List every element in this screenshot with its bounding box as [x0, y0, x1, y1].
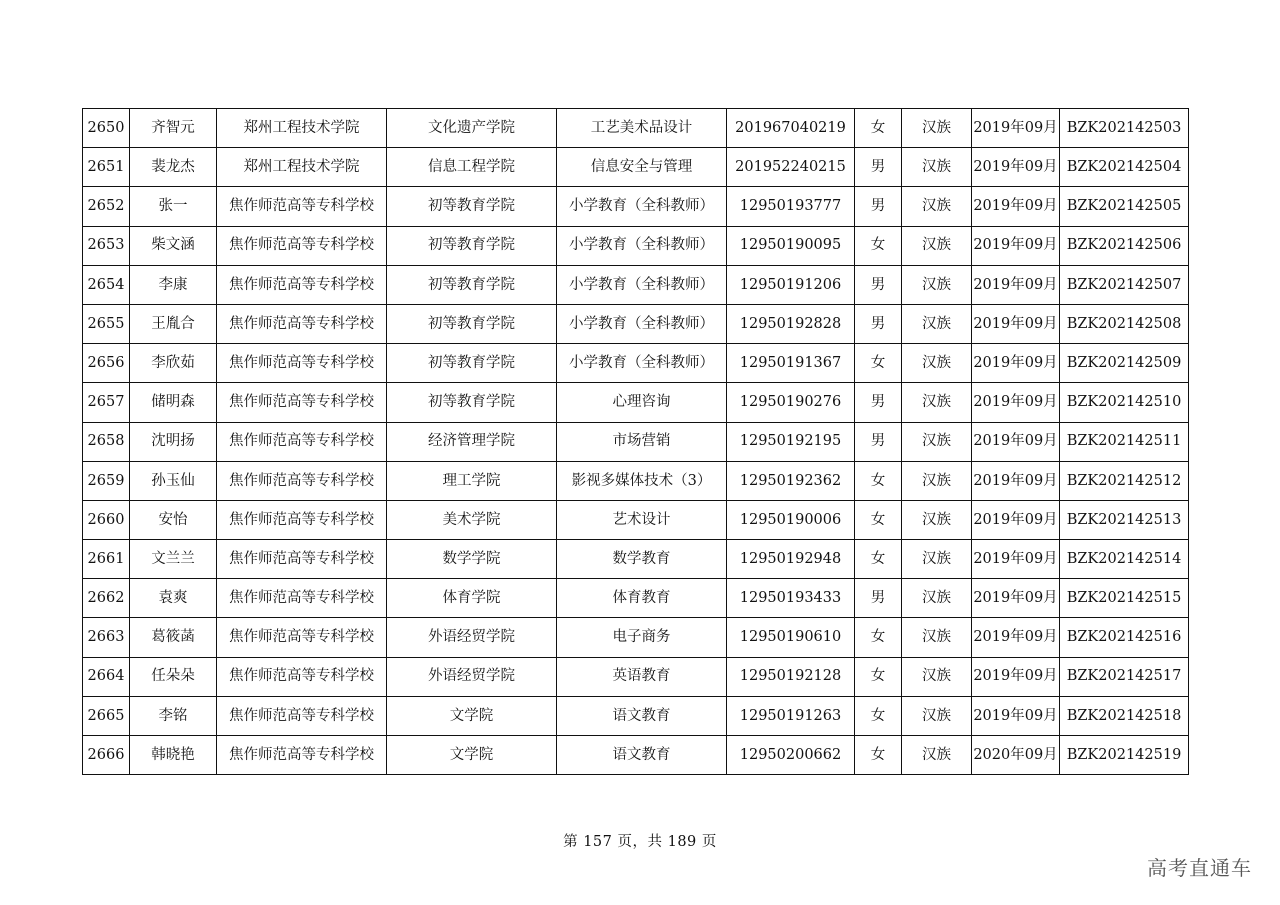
- enrollment-date-cell: 2020年09月: [972, 736, 1060, 775]
- department-cell: 文学院: [387, 736, 557, 775]
- name-cell: 葛筱菡: [130, 618, 217, 657]
- school-cell: 焦作师范高等专科学校: [217, 618, 387, 657]
- ethnicity-cell: 汉族: [902, 148, 972, 187]
- name-cell: 储明森: [130, 383, 217, 422]
- certificate-number-cell: BZK202142506: [1060, 226, 1189, 265]
- enrollment-date-cell: 2019年09月: [972, 187, 1060, 226]
- school-cell: 焦作师范高等专科学校: [217, 540, 387, 579]
- name-cell: 沈明扬: [130, 422, 217, 461]
- school-cell: 焦作师范高等专科学校: [217, 736, 387, 775]
- major-cell: 语文教育: [557, 736, 727, 775]
- certificate-number-cell: BZK202142516: [1060, 618, 1189, 657]
- ethnicity-cell: 汉族: [902, 304, 972, 343]
- gender-cell: 女: [855, 461, 902, 500]
- department-cell: 文学院: [387, 696, 557, 735]
- ethnicity-cell: 汉族: [902, 696, 972, 735]
- student-roster-table: [82, 108, 1189, 775]
- certificate-number-cell: BZK202142515: [1060, 579, 1189, 618]
- ethnicity-cell: 汉族: [902, 383, 972, 422]
- gender-cell: 男: [855, 422, 902, 461]
- ethnicity-cell: 汉族: [902, 657, 972, 696]
- enrollment-date-cell: 2019年09月: [972, 265, 1060, 304]
- gender-cell: 男: [855, 383, 902, 422]
- serial-number-cell: 2655: [83, 304, 130, 343]
- enrollment-date-cell: 2019年09月: [972, 618, 1060, 657]
- enrollment-date-cell: 2019年09月: [972, 226, 1060, 265]
- major-cell: 体育教育: [557, 579, 727, 618]
- table-row: [83, 736, 1189, 775]
- department-cell: 初等教育学院: [387, 383, 557, 422]
- name-cell: 袁爽: [130, 579, 217, 618]
- major-cell: 心理咨询: [557, 383, 727, 422]
- enrollment-date-cell: 2019年09月: [972, 500, 1060, 539]
- serial-number-cell: 2660: [83, 500, 130, 539]
- department-cell: 初等教育学院: [387, 304, 557, 343]
- school-cell: 焦作师范高等专科学校: [217, 579, 387, 618]
- ethnicity-cell: 汉族: [902, 226, 972, 265]
- certificate-number-cell: BZK202142508: [1060, 304, 1189, 343]
- gender-cell: 女: [855, 109, 902, 148]
- serial-number-cell: 2654: [83, 265, 130, 304]
- department-cell: 初等教育学院: [387, 344, 557, 383]
- gender-cell: 女: [855, 226, 902, 265]
- ethnicity-cell: 汉族: [902, 461, 972, 500]
- table-row: [83, 579, 1189, 618]
- major-cell: 小学教育（全科教师）: [557, 265, 727, 304]
- roster-body: [83, 109, 1189, 775]
- school-cell: 焦作师范高等专科学校: [217, 344, 387, 383]
- gender-cell: 男: [855, 265, 902, 304]
- gender-cell: 女: [855, 736, 902, 775]
- ethnicity-cell: 汉族: [902, 736, 972, 775]
- name-cell: 李铭: [130, 696, 217, 735]
- table-row: [83, 500, 1189, 539]
- enrollment-date-cell: 2019年09月: [972, 304, 1060, 343]
- gender-cell: 女: [855, 500, 902, 539]
- ethnicity-cell: 汉族: [902, 618, 972, 657]
- watermark-logo-text: 高考直通车: [1147, 856, 1252, 880]
- table-row: [83, 187, 1189, 226]
- major-cell: 数学教育: [557, 540, 727, 579]
- table-row: [83, 226, 1189, 265]
- ethnicity-cell: 汉族: [902, 500, 972, 539]
- school-cell: 郑州工程技术学院: [217, 109, 387, 148]
- department-cell: 外语经贸学院: [387, 657, 557, 696]
- department-cell: 文化遗产学院: [387, 109, 557, 148]
- department-cell: 初等教育学院: [387, 187, 557, 226]
- student-id-cell: 12950192362: [727, 461, 855, 500]
- enrollment-date-cell: 2019年09月: [972, 148, 1060, 187]
- gender-cell: 女: [855, 540, 902, 579]
- student-id-cell: 12950192948: [727, 540, 855, 579]
- enrollment-date-cell: 2019年09月: [972, 422, 1060, 461]
- student-id-cell: 201952240215: [727, 148, 855, 187]
- school-cell: 焦作师范高等专科学校: [217, 304, 387, 343]
- name-cell: 韩晓艳: [130, 736, 217, 775]
- student-id-cell: 12950190006: [727, 500, 855, 539]
- student-id-cell: 12950191206: [727, 265, 855, 304]
- certificate-number-cell: BZK202142504: [1060, 148, 1189, 187]
- certificate-number-cell: BZK202142512: [1060, 461, 1189, 500]
- serial-number-cell: 2656: [83, 344, 130, 383]
- serial-number-cell: 2659: [83, 461, 130, 500]
- table-row: [83, 383, 1189, 422]
- major-cell: 小学教育（全科教师）: [557, 187, 727, 226]
- serial-number-cell: 2661: [83, 540, 130, 579]
- name-cell: 孙玉仙: [130, 461, 217, 500]
- certificate-number-cell: BZK202142509: [1060, 344, 1189, 383]
- department-cell: 初等教育学院: [387, 265, 557, 304]
- student-id-cell: 12950190610: [727, 618, 855, 657]
- gender-cell: 男: [855, 187, 902, 226]
- student-id-cell: 12950190276: [727, 383, 855, 422]
- department-cell: 美术学院: [387, 500, 557, 539]
- gender-cell: 男: [855, 579, 902, 618]
- certificate-number-cell: BZK202142517: [1060, 657, 1189, 696]
- major-cell: 小学教育（全科教师）: [557, 226, 727, 265]
- gender-cell: 女: [855, 344, 902, 383]
- table-row: [83, 148, 1189, 187]
- school-cell: 焦作师范高等专科学校: [217, 265, 387, 304]
- certificate-number-cell: BZK202142518: [1060, 696, 1189, 735]
- ethnicity-cell: 汉族: [902, 540, 972, 579]
- department-cell: 初等教育学院: [387, 226, 557, 265]
- student-id-cell: 201967040219: [727, 109, 855, 148]
- table-row: [83, 265, 1189, 304]
- enrollment-date-cell: 2019年09月: [972, 696, 1060, 735]
- enrollment-date-cell: 2019年09月: [972, 344, 1060, 383]
- gender-cell: 女: [855, 657, 902, 696]
- certificate-number-cell: BZK202142507: [1060, 265, 1189, 304]
- enrollment-date-cell: 2019年09月: [972, 109, 1060, 148]
- certificate-number-cell: BZK202142505: [1060, 187, 1189, 226]
- name-cell: 齐智元: [130, 109, 217, 148]
- student-id-cell: 12950190095: [727, 226, 855, 265]
- name-cell: 任朵朵: [130, 657, 217, 696]
- major-cell: 语文教育: [557, 696, 727, 735]
- ethnicity-cell: 汉族: [902, 422, 972, 461]
- table-row: [83, 461, 1189, 500]
- enrollment-date-cell: 2019年09月: [972, 383, 1060, 422]
- department-cell: 信息工程学院: [387, 148, 557, 187]
- major-cell: 小学教育（全科教师）: [557, 304, 727, 343]
- certificate-number-cell: BZK202142514: [1060, 540, 1189, 579]
- ethnicity-cell: 汉族: [902, 265, 972, 304]
- table-row: [83, 304, 1189, 343]
- serial-number-cell: 2657: [83, 383, 130, 422]
- enrollment-date-cell: 2019年09月: [972, 657, 1060, 696]
- school-cell: 焦作师范高等专科学校: [217, 226, 387, 265]
- serial-number-cell: 2663: [83, 618, 130, 657]
- department-cell: 体育学院: [387, 579, 557, 618]
- name-cell: 张一: [130, 187, 217, 226]
- serial-number-cell: 2664: [83, 657, 130, 696]
- school-cell: 焦作师范高等专科学校: [217, 461, 387, 500]
- serial-number-cell: 2653: [83, 226, 130, 265]
- major-cell: 艺术设计: [557, 500, 727, 539]
- student-id-cell: 12950191263: [727, 696, 855, 735]
- major-cell: 信息安全与管理: [557, 148, 727, 187]
- name-cell: 李欣茹: [130, 344, 217, 383]
- student-id-cell: 12950193433: [727, 579, 855, 618]
- major-cell: 小学教育（全科教师）: [557, 344, 727, 383]
- serial-number-cell: 2652: [83, 187, 130, 226]
- table-row: [83, 540, 1189, 579]
- school-cell: 焦作师范高等专科学校: [217, 187, 387, 226]
- name-cell: 裴龙杰: [130, 148, 217, 187]
- enrollment-date-cell: 2019年09月: [972, 579, 1060, 618]
- name-cell: 李康: [130, 265, 217, 304]
- table-row: [83, 109, 1189, 148]
- gender-cell: 男: [855, 304, 902, 343]
- school-cell: 郑州工程技术学院: [217, 148, 387, 187]
- student-id-cell: 12950192195: [727, 422, 855, 461]
- major-cell: 市场营销: [557, 422, 727, 461]
- name-cell: 文兰兰: [130, 540, 217, 579]
- certificate-number-cell: BZK202142503: [1060, 109, 1189, 148]
- table-row: [83, 422, 1189, 461]
- ethnicity-cell: 汉族: [902, 579, 972, 618]
- student-id-cell: 12950192828: [727, 304, 855, 343]
- gender-cell: 女: [855, 618, 902, 657]
- serial-number-cell: 2662: [83, 579, 130, 618]
- school-cell: 焦作师范高等专科学校: [217, 422, 387, 461]
- serial-number-cell: 2650: [83, 109, 130, 148]
- student-id-cell: 12950192128: [727, 657, 855, 696]
- school-cell: 焦作师范高等专科学校: [217, 657, 387, 696]
- certificate-number-cell: BZK202142510: [1060, 383, 1189, 422]
- ethnicity-cell: 汉族: [902, 109, 972, 148]
- ethnicity-cell: 汉族: [902, 187, 972, 226]
- ethnicity-cell: 汉族: [902, 344, 972, 383]
- major-cell: 英语教育: [557, 657, 727, 696]
- gender-cell: 男: [855, 148, 902, 187]
- student-id-cell: 12950200662: [727, 736, 855, 775]
- gender-cell: 女: [855, 696, 902, 735]
- name-cell: 安怡: [130, 500, 217, 539]
- name-cell: 王胤合: [130, 304, 217, 343]
- enrollment-date-cell: 2019年09月: [972, 540, 1060, 579]
- certificate-number-cell: BZK202142511: [1060, 422, 1189, 461]
- serial-number-cell: 2665: [83, 696, 130, 735]
- school-cell: 焦作师范高等专科学校: [217, 383, 387, 422]
- serial-number-cell: 2666: [83, 736, 130, 775]
- department-cell: 经济管理学院: [387, 422, 557, 461]
- enrollment-date-cell: 2019年09月: [972, 461, 1060, 500]
- certificate-number-cell: BZK202142519: [1060, 736, 1189, 775]
- table-row: [83, 657, 1189, 696]
- major-cell: 影视多媒体技术（3）: [557, 461, 727, 500]
- major-cell: 工艺美术品设计: [557, 109, 727, 148]
- certificate-number-cell: BZK202142513: [1060, 500, 1189, 539]
- page-number-footer: 第 157 页，共 189 页: [563, 834, 717, 850]
- table-row: [83, 696, 1189, 735]
- student-id-cell: 12950193777: [727, 187, 855, 226]
- department-cell: 理工学院: [387, 461, 557, 500]
- department-cell: 外语经贸学院: [387, 618, 557, 657]
- department-cell: 数学学院: [387, 540, 557, 579]
- serial-number-cell: 2658: [83, 422, 130, 461]
- major-cell: 电子商务: [557, 618, 727, 657]
- serial-number-cell: 2651: [83, 148, 130, 187]
- table-row: [83, 344, 1189, 383]
- name-cell: 柴文涵: [130, 226, 217, 265]
- table-row: [83, 618, 1189, 657]
- school-cell: 焦作师范高等专科学校: [217, 500, 387, 539]
- student-id-cell: 12950191367: [727, 344, 855, 383]
- school-cell: 焦作师范高等专科学校: [217, 696, 387, 735]
